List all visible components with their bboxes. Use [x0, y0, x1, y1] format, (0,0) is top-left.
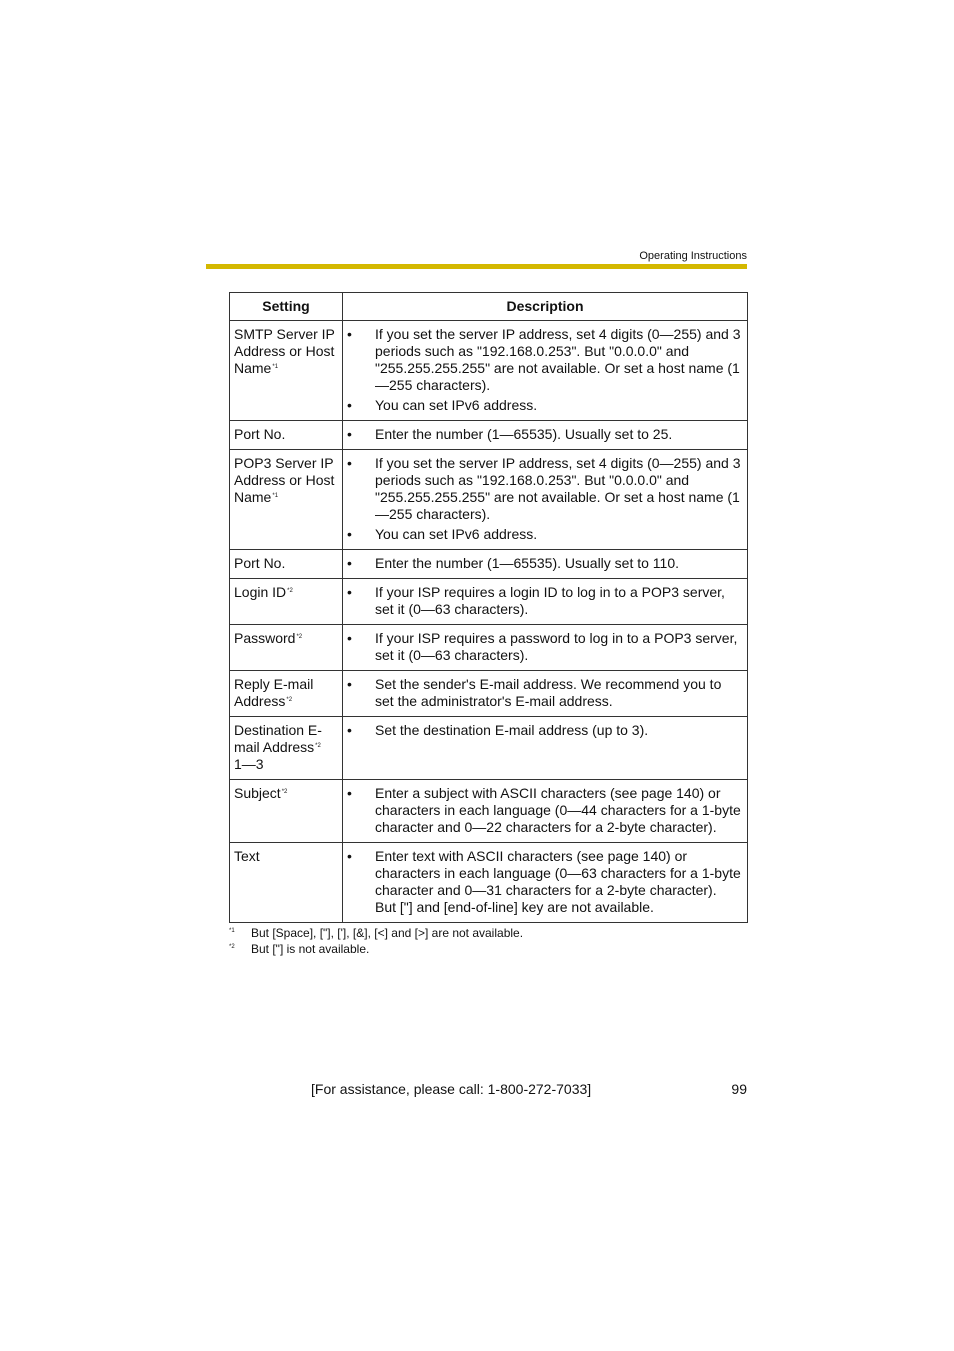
- description-cell: [343, 843, 748, 923]
- description-list: [347, 426, 741, 443]
- footnote-reference: *2: [287, 588, 293, 594]
- setting-cell: [230, 717, 343, 780]
- description-text: If you set the server IP address, set 4 digits (0—255) and 3 periods such as "192.168.0.253". But "0.0.0.0" and "255.255.255.255" are not available. Or set a host name (1—255 characters).: [375, 326, 741, 393]
- bullet-icon: •: [347, 426, 352, 442]
- description-list: [347, 676, 741, 710]
- footnote: [229, 941, 749, 957]
- footnote-text: But [Space], ["], ['], [&], [<] and [>] are not available.: [251, 926, 524, 940]
- footnote-mark: *2: [229, 944, 235, 950]
- setting-label: POP3 Server IP Address or Host Name: [234, 455, 335, 505]
- bullet-icon: •: [347, 630, 352, 646]
- footnote-mark: *1: [229, 928, 235, 934]
- description-cell: [343, 780, 748, 843]
- list-item: [347, 722, 741, 739]
- setting-label: Login ID: [234, 584, 287, 600]
- table-row: [230, 450, 748, 550]
- list-item: [347, 676, 741, 710]
- setting-label: SMTP Server IP Address or Host Name: [234, 326, 335, 376]
- bullet-icon: •: [347, 584, 352, 600]
- description-list: [347, 630, 741, 664]
- running-header: Operating Instructions: [639, 250, 747, 262]
- description-text: Set the sender's E-mail address. We recommend you to set the administrator's E-mail address.: [375, 676, 722, 709]
- list-item: [347, 426, 741, 443]
- description-cell: [343, 625, 748, 671]
- header-rule: [206, 264, 747, 269]
- footnotes: [229, 925, 749, 957]
- setting-cell: [230, 450, 343, 550]
- description-cell: [343, 421, 748, 450]
- setting-column-header: Setting: [230, 293, 343, 321]
- description-list: [347, 785, 741, 836]
- list-item: [347, 397, 741, 414]
- bullet-icon: •: [347, 785, 352, 801]
- table-row: [230, 717, 748, 780]
- setting-cell: [230, 843, 343, 923]
- description-column-header: Description: [343, 293, 748, 321]
- description-cell: [343, 717, 748, 780]
- description-text: Enter a subject with ASCII characters (see page 140) or characters in each language (0—44 characters for a 1-byte character and 0—22 characters for a 2-byte character).: [375, 785, 741, 835]
- footnote-reference: *2: [286, 697, 293, 703]
- footnote-reference: *1: [272, 493, 279, 499]
- description-list: [347, 584, 741, 618]
- description-cell: [343, 579, 748, 625]
- description-text: If your ISP requires a password to log in to a POP3 server, set it (0—63 characters).: [375, 630, 738, 663]
- settings-table: [229, 292, 748, 923]
- page-number: 99: [731, 1081, 747, 1097]
- table-row: [230, 625, 748, 671]
- setting-label: Port No.: [234, 426, 286, 442]
- bullet-icon: •: [347, 676, 352, 692]
- table-row: [230, 321, 748, 421]
- setting-cell: [230, 780, 343, 843]
- setting-label: Text: [234, 848, 260, 864]
- setting-range: 1—3: [234, 756, 264, 772]
- bullet-icon: •: [347, 326, 352, 342]
- footnote-text: But ["] is not available.: [251, 942, 370, 956]
- table-row: [230, 579, 748, 625]
- description-cell: [343, 671, 748, 717]
- footnote-reference: *2: [315, 743, 321, 749]
- setting-cell: [230, 321, 343, 421]
- table-body: [230, 321, 748, 923]
- table-header-row: [230, 293, 748, 321]
- description-text: You can set IPv6 address.: [375, 526, 538, 542]
- footnote: [229, 925, 749, 941]
- table-row: [230, 671, 748, 717]
- setting-cell: [230, 671, 343, 717]
- description-list: [347, 326, 741, 414]
- setting-label: Destination E-mail Address: [234, 722, 322, 755]
- description-text: You can set IPv6 address.: [375, 397, 538, 413]
- bullet-icon: •: [347, 722, 352, 738]
- description-cell: [343, 450, 748, 550]
- list-item: [347, 584, 741, 618]
- assistance-line: [For assistance, please call: 1-800-272-7033]: [311, 1081, 592, 1097]
- footnote-reference: *1: [272, 364, 279, 370]
- setting-cell: [230, 421, 343, 450]
- bullet-icon: •: [347, 526, 352, 542]
- description-text: Enter the number (1—65535). Usually set to 110.: [375, 555, 680, 571]
- table-row: [230, 843, 748, 923]
- bullet-icon: •: [347, 455, 352, 471]
- list-item: [347, 785, 741, 836]
- description-text: Set the destination E-mail address (up to 3).: [375, 722, 649, 738]
- setting-cell: [230, 579, 343, 625]
- description-text: Enter text with ASCII characters (see page 140) or characters in each language (0—63 characters for a 1-byte character and 0—31 characters for a 2-byte character). But ["] and [end-of-line] key are not available.: [375, 848, 741, 915]
- setting-label: Password: [234, 630, 296, 646]
- setting-label: Reply E-mail Address: [234, 676, 314, 709]
- bullet-icon: •: [347, 555, 352, 571]
- description-cell: [343, 550, 748, 579]
- list-item: [347, 630, 741, 664]
- description-list: [347, 848, 741, 916]
- description-text: If you set the server IP address, set 4 digits (0—255) and 3 periods such as "192.168.0.253". But "0.0.0.0" and "255.255.255.255" are not available. Or set a host name (1—255 characters).: [375, 455, 741, 522]
- description-text: If your ISP requires a login ID to log in to a POP3 server, set it (0—63 characters).: [375, 584, 725, 617]
- bullet-icon: •: [347, 397, 352, 413]
- description-text: Enter the number (1—65535). Usually set to 25.: [375, 426, 673, 442]
- setting-label: Subject: [234, 785, 281, 801]
- bullet-icon: •: [347, 848, 352, 864]
- setting-cell: [230, 550, 343, 579]
- description-list: [347, 722, 741, 739]
- footnote-reference: *2: [296, 634, 303, 640]
- setting-cell: [230, 625, 343, 671]
- table-row: [230, 421, 748, 450]
- table-row: [230, 780, 748, 843]
- list-item: [347, 526, 741, 543]
- description-list: [347, 455, 741, 543]
- list-item: [347, 326, 741, 394]
- list-item: [347, 555, 741, 572]
- list-item: [347, 455, 741, 523]
- description-cell: [343, 321, 748, 421]
- description-list: [347, 555, 741, 572]
- footnote-reference: *2: [281, 789, 288, 795]
- setting-label: Port No.: [234, 555, 286, 571]
- list-item: [347, 848, 741, 916]
- table-row: [230, 550, 748, 579]
